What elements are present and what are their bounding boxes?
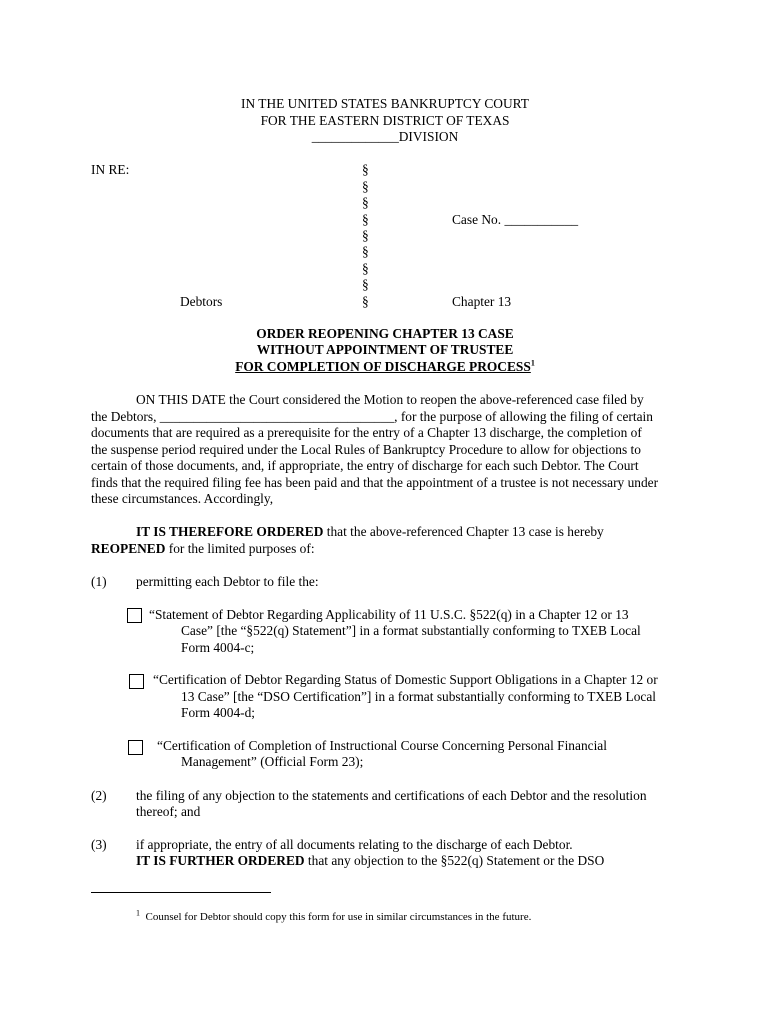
footnote: $^1$ Counsel for Debtor should copy this form for use in similar circumstances in the future. <box>136 908 532 923</box>
checkbox-label-line: “Statement of Debtor Regarding Applicability of 11 U.S.C. §522(q) in a Chapter 12 or 13 <box>149 607 629 622</box>
debtors-label: Debtors <box>180 294 223 309</box>
in-re-label: IN RE: <box>91 162 130 177</box>
paragraph-line: finds that the required filing fee has been paid and that the appointment of a trustee is not necessary under <box>91 475 659 490</box>
checkbox-label-line: Management” (Official Form 23); <box>181 754 364 769</box>
section-mark: § <box>362 277 369 292</box>
item-number: (2) <box>91 788 107 803</box>
checkbox-dso-certification[interactable] <box>129 674 144 689</box>
checkbox-label-line: “Certification of Debtor Regarding Status of Domestic Support Obligations in a Chapter 12 or <box>153 672 658 687</box>
chapter-label: Chapter 13 <box>452 294 512 309</box>
section-mark: § <box>362 179 369 194</box>
division-line: _____________DIVISION <box>311 129 459 144</box>
checkbox-label-line: “Certification of Completion of Instructional Course Concerning Personal Financial <box>157 738 607 753</box>
item-number: (3) <box>91 837 107 852</box>
paragraph-line: ON THIS DATE the Court considered the Motion to reopen the above-referenced case filed by <box>136 392 644 407</box>
further-ordered-clause: IT IS FURTHER ORDERED that any objection to the §522(q) Statement or the DSO <box>136 853 605 868</box>
order-title-line1: ORDER REOPENING CHAPTER 13 CASE <box>256 326 514 341</box>
district-name: FOR THE EASTERN DISTRICT OF TEXAS <box>260 113 510 128</box>
ordered-clause: IT IS THEREFORE ORDERED that the above-referenced Chapter 13 case is hereby <box>136 524 604 539</box>
order-title-line3: FOR COMPLETION OF DISCHARGE PROCESS$^1$ <box>235 358 535 374</box>
item-text: thereof; and <box>136 804 201 819</box>
footnote-reference: 1 <box>530 358 535 368</box>
checkbox-522q-statement[interactable] <box>127 608 142 623</box>
section-mark: § <box>362 261 369 276</box>
checkbox-label-line: Form 4004-c; <box>181 640 255 655</box>
reopened-clause: REOPENED for the limited purposes of: <box>91 541 315 556</box>
footnote-mark: 1 <box>136 908 140 918</box>
item-text: permitting each Debtor to file the: <box>136 574 319 589</box>
paragraph-line: these circumstances. Accordingly, <box>91 491 274 506</box>
checkbox-label-line: Case” [the “§522(q) Statement”] in a format substantially conforming to TXEB Local <box>181 623 641 638</box>
item-number: (1) <box>91 574 107 589</box>
section-mark: § <box>362 195 369 210</box>
case-number-field: Case No. ___________ <box>452 212 579 227</box>
section-mark: § <box>362 212 369 227</box>
paragraph-line: the Debtors, ___________________________________, for the purpose of allowing the filing of certain <box>91 409 653 424</box>
item-text: if appropriate, the entry of all documents relating to the discharge of each Debtor. <box>136 837 573 852</box>
order-title-line2: WITHOUT APPOINTMENT OF TRUSTEE <box>256 342 514 357</box>
paragraph-line: certain of those documents, and, if appropriate, the entry of discharge for each such Debtor. The Court <box>91 458 639 473</box>
footnote-divider <box>91 892 271 893</box>
section-mark: § <box>362 228 369 243</box>
checkbox-label-line: Form 4004-d; <box>181 705 256 720</box>
paragraph-line: the suspense period required under the Local Rules of Bankruptcy Procedure to allow for objections to <box>91 442 641 457</box>
section-mark: § <box>362 294 369 309</box>
checkbox-course-certification[interactable] <box>128 740 143 755</box>
court-name: IN THE UNITED STATES BANKRUPTCY COURT <box>241 96 529 111</box>
checkbox-label-line: 13 Case” [the “DSO Certification”] in a format substantially conforming to TXEB Local <box>181 689 656 704</box>
section-mark: § <box>362 244 369 259</box>
item-text: the filing of any objection to the statements and certifications of each Debtor and the resolution <box>136 788 647 803</box>
paragraph-line: documents that are required as a prerequisite for the entry of a Chapter 13 discharge, the completion of <box>91 425 642 440</box>
section-mark: § <box>362 162 369 177</box>
